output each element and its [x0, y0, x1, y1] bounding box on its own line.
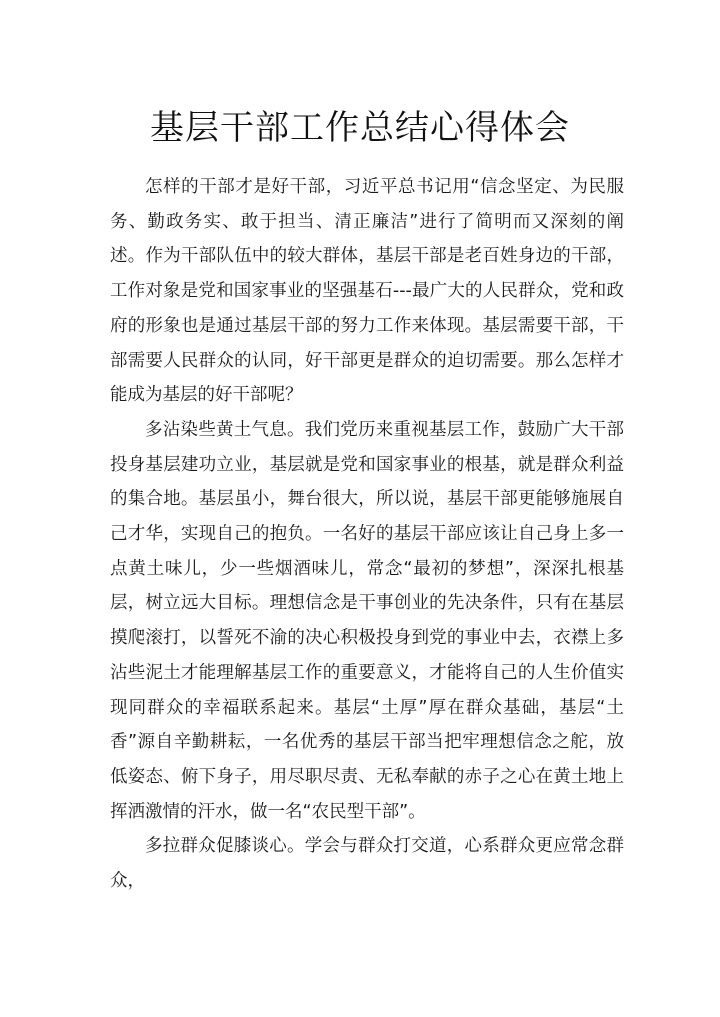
document-title: 基层干部工作总结心得体会 [150, 108, 570, 148]
paragraph-1: 怎样的干部才是好干部，习近平总书记用“信念坚定、为民服务、勤政务实、敢于担当、清正廉洁”进行了简明而又深刻的阐述。作为干部队伍中的较大群体，基层干部是老百姓身边的干部，工作对象是党和国家事业的坚强基石---最广大的人民群众，党和政府的形象也是通过基层干部的努力工作来体现。基层需要干部，干部需要人民群众的认同，好干部更是群众的迫切需要。那么怎样才能成为基层的好干部呢？ [110, 177, 624, 406]
paragraph-2: 多沾染些黄土气息。我们党历来重视基层工作，鼓励广大干部投身基层建功立业，基层就是党和国家事业的根基，就是群众利益的集合地。基层虽小，舞台很大，所以说，基层干部更能够施展自己才华，实现自己的抱负。一名好的基层干部应该让自己身上多一点黄土味儿，少一些烟酒味儿，常念“最初的梦想”，深深扎根基层，树立远大目标。理想信念是干事创业的先决条件，只有在基层摸爬滚打，以誓死不渝的决心积极投身到党的事业中去，衣襟上多沾些泥土才能理解基层工作的重要意义，才能将自己的人生价值实现同群众的幸福联系起来。基层“土厚”厚在群众基础，基层“土香”源自辛勤耕耘，一名优秀的基层干部当把牢理想信念之舵，放低姿态、俯下身子，用尽职尽责、无私奉献的赤子之心在黄土地上挥洒激情的汗水，做一名“农民型干部”。 [110, 419, 624, 822]
paragraph-3: 多拉群众促膝谈心。学会与群众打交道，心系群众更应常念群众， [110, 836, 624, 892]
document-body [110, 170, 624, 899]
